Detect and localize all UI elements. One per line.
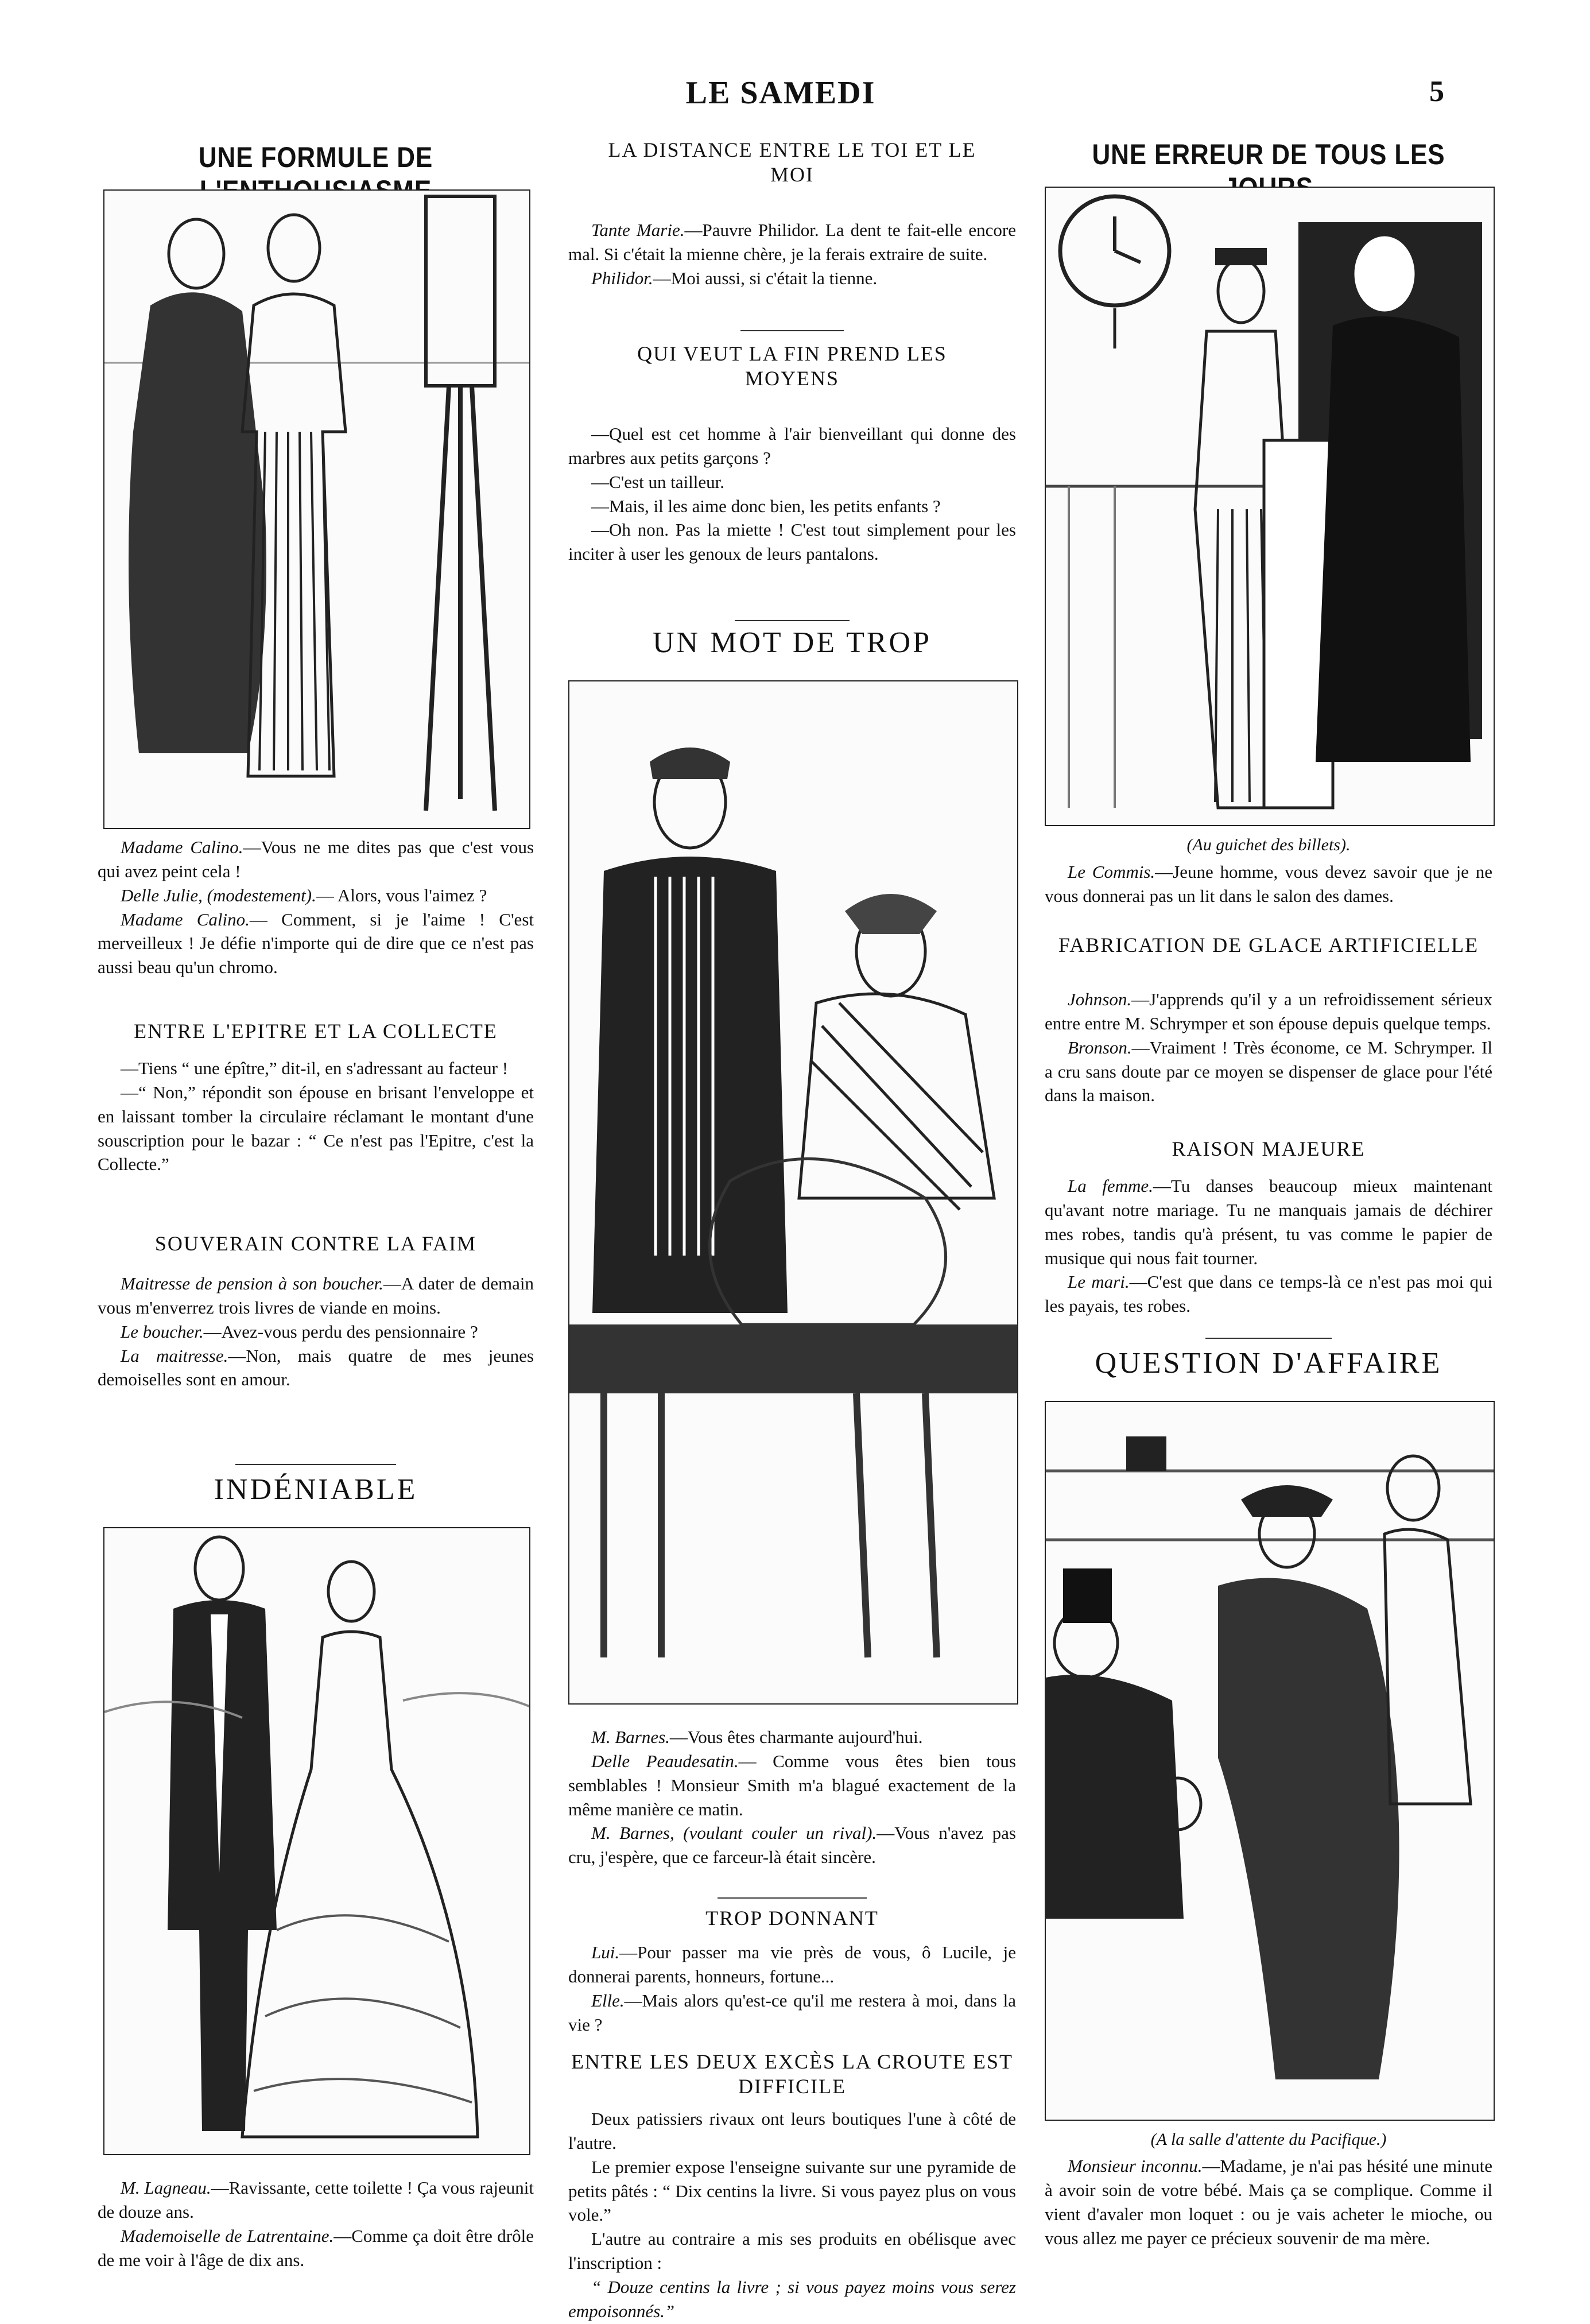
caption-pacifique: (A la salle d'attente du Pacifique.) [1150,2130,1387,2149]
line: —Comme ça doit être drôle de me voir à l'âge de dix ans. [98,2225,534,2270]
article-title-croute: ENTRE LES DEUX EXCÈS LA CROUTE EST DIFFICILE [571,2050,1013,2098]
line: —Tu danses beaucoup mieux maintenant qu'avant notre mariage. Tu ne manquais jamais de déchirer mes robes, tandis qu'à présent, tu vas comme le papier de musique qui nous fait tourner. [1045,1176,1492,1268]
line: — Alors, vous l'aimez ? [316,885,487,905]
line: —Vous ne me dites pas que c'est vous qui avez peint cela ! [98,837,534,881]
paragraph: Deux patissiers rivaux ont leurs boutiques l'une à côté de l'autre. [568,2109,1016,2153]
caption-guichet: (Au guichet des billets). [1186,835,1351,854]
article-title-indeniable: INDÉNIABLE [214,1473,418,1506]
line: —Vous êtes charmante aujourd'hui. [669,1727,923,1747]
line: —J'apprends qu'il y a un refroidissement sérieux entre entre M. Schrymper et son épouse depuis quelque temps. [1045,989,1492,1033]
speaker: Philidor. [591,268,653,288]
divider [1205,1338,1332,1339]
dialogue-toi-moi [568,218,1016,290]
line: —Vous n'avez pas cru, j'espère, que ce farceur-là était sincère. [568,1823,1016,1868]
illustration-ticket-window [1045,187,1495,826]
article-title-trop-donnant: TROP DONNANT [705,1907,879,1930]
speaker: Delle Peaudesatin. [591,1750,739,1771]
text-fin-moyens [568,422,1016,566]
paragraph: Le premier expose l'enseigne suivante sur une pyramide de petits pâtés : “ Dix centins la livre. Si vous payez plus on vous vole.” [568,2156,1016,2225]
divider [740,330,844,331]
line: —C'est que dans ce temps-là ce n'est pas moi qui les payais, tes robes. [1045,1272,1492,1316]
paragraph: —“ Non,” répondit son épouse en brisant l'enveloppe et en laissant tomber la circulaire réclamant le montant d'une souscription pour le bazar : “ Ce n'est pas l'Epitre, c'est la Collecte.” [98,1082,534,1175]
page-header [0,75,1590,121]
illustration-waiting-room [1045,1401,1495,2121]
article-title-mot-de-trop: UN MOT DE TROP [652,626,932,659]
dialogue-affaire [1045,2154,1492,2250]
speaker: M. Lagneau. [121,2178,211,2198]
speaker: Madame Calino. [121,837,243,857]
line: —Pour passer ma vie près de vous, ô Lucile, je donnerai parents, honneurs, fortune... [568,1942,1016,1986]
speaker: Johnson. [1068,989,1132,1009]
page-number: 5 [1429,75,1444,108]
speaker: Bronson. [1068,1037,1132,1058]
speaker: Madame Calino. [121,909,250,929]
dialogue-erreur [1045,860,1492,908]
illustration-couple-seated [568,680,1018,1705]
speaker: Le boucher. [121,1321,204,1342]
illustration-painting-women [103,189,530,829]
speaker: Le Commis. [1068,862,1155,882]
line: — Comment, si je l'aime ! C'est merveilleux ! Je défie n'importe qui de dire que ce n'est pas aussi beau qu'un chromo. [98,909,534,978]
paragraph: —Quel est cet homme à l'air bienveillant qui donne des marbres aux petits garçons ? [568,424,1016,468]
line: —Avez-vous perdu des pensionnaire ? [203,1321,478,1342]
speaker: Elle. [591,1990,625,2011]
article-title-affaire: QUESTION D'AFFAIRE [1095,1347,1442,1380]
line: —Ravissante, cette toilette ! Ça vous rajeunit de douze ans. [98,2178,534,2222]
dialogue-trop-donnant [568,1940,1016,2036]
article-title-erreur: UNE ERREUR DE TOUS LES [1092,138,1445,171]
dialogue-enthousiasme [98,835,534,979]
dialogue-glace [1045,987,1492,1107]
line: —Jeune homme, vous devez savoir que je ne vous donnerai pas un lit dans le salon des dames. [1045,862,1492,906]
dialogue-mot-de-trop [568,1725,1016,1869]
paragraph: —C'est un tailleur. [591,471,725,492]
divider [735,620,850,621]
line: —A dater de demain vous m'enverrez trois livres de viande en moins. [98,1273,534,1318]
article-title-toi-moi: LA DISTANCE ENTRE LE TOI ET LE MOI [608,138,976,187]
speaker: M. Barnes, (voulant couler un rival). [591,1823,877,1843]
illustration-ballroom-couple [103,1527,530,2155]
dialogue-indeniable [98,2176,534,2272]
speaker: La maitresse. [121,1345,228,1366]
line: — Comme vous êtes bien tous semblables ! Monsieur Smith m'a blagué exactement de la même manière ce matin. [568,1750,1016,1819]
speaker: Lui. [591,1942,620,1962]
line: —Mais alors qu'est-ce qu'il me restera à moi, dans la vie ? [568,1990,1016,2035]
article-title-fin-moyens: QUI VEUT LA FIN PREND LES MOYENS [637,342,947,390]
line: —Madame, je n'ai pas hésité une minute à avoir soin de votre bébé. Mais ça se complique. Comme il vient d'avaler mon loquet : ou je vais acheter le mioche, ou vous allez me payer ce précieux souvenir de ma mère. [1045,2156,1492,2248]
speaker: Delle Julie, (modestement). [121,885,316,905]
article-title-glace: FABRICATION DE GLACE ARTIFICIELLE [1058,934,1479,956]
paragraph: —Mais, il les aime donc bien, les petits enfants ? [591,495,941,516]
dialogue-faim [98,1272,534,1392]
dialogue-raison [1045,1174,1492,1318]
speaker: Le mari. [1068,1272,1130,1292]
speaker: La femme. [1068,1176,1153,1196]
speaker: Tante Marie. [591,220,685,240]
paragraph: L'autre au contraire a mis ses produits en obélisque avec l'inscription : [568,2229,1016,2273]
article-title-enthousiasme: UNE FORMULE DE [198,141,433,173]
line: —Pauvre Philidor. La dent te fait-elle encore mal. Si c'était la mienne chère, je la ferais extraire de suite. [568,220,1016,264]
speaker: Maitresse de pension à son boucher. [121,1273,383,1293]
paragraph: —Tiens “ une épître,” dit-il, en s'adressant au facteur ! [121,1058,509,1078]
line: —Vraiment ! Très économe, ce M. Schrymper. Il a cru sans doute par ce moyen se dispenser de glace pour l'été dans la maison. [1045,1037,1492,1106]
article-title-epitre: ENTRE L'EPITRE ET LA COLLECTE [134,1020,498,1043]
paragraph: “ Douze centins la livre ; si vous payez moins vous serez empoisonnés.” [568,2276,1016,2321]
line: —Non, mais quatre de mes jeunes demoiselles sont en amour. [98,1345,534,1390]
line: —Moi aussi, si c'était la tienne. [653,268,878,288]
article-title-raison: RAISON MAJEURE [1172,1137,1366,1160]
masthead: LE SAMEDI [685,75,876,111]
text-croute [568,2107,1016,2323]
paragraph: —Oh non. Pas la miette ! C'est tout simplement pour les inciter à user les genoux de leurs pantalons. [568,520,1016,564]
text-epitre [98,1056,534,1176]
speaker: Monsieur inconnu. [1068,2156,1203,2176]
divider [235,1464,396,1465]
divider [718,1897,867,1899]
article-title-faim: SOUVERAIN CONTRE LA FAIM [154,1232,477,1255]
speaker: Mademoiselle de Latrentaine. [121,2225,334,2246]
speaker: M. Barnes. [591,1727,670,1747]
